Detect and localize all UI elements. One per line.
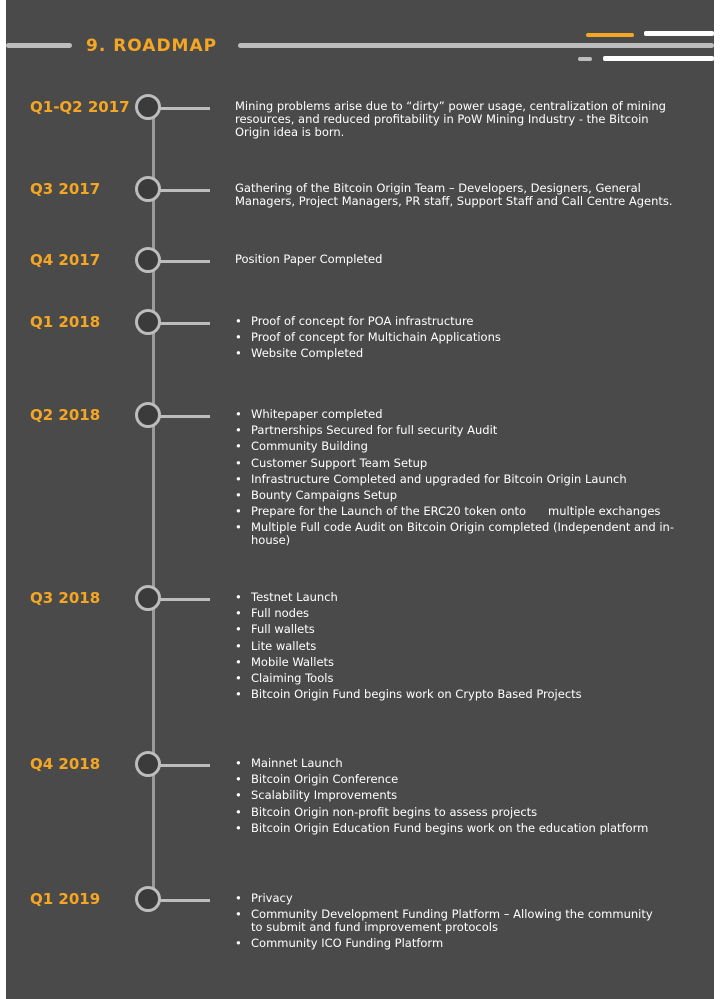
list-item: • Scalability Improvements <box>235 789 705 802</box>
list-item: • Proof of concept for POA infrastructure <box>235 315 705 328</box>
list-item: • Customer Support Team Setup <box>235 457 705 470</box>
roadmap-page <box>6 0 714 999</box>
timeline-connector <box>160 598 210 601</box>
list-item: • Community Development Funding Platform – Allowing the community to submit and fund improvement protocols <box>235 908 655 934</box>
timeline-connector <box>160 415 210 418</box>
list-item: • Multiple Full code Audit on Bitcoin Origin completed (Independent and in-house) <box>235 521 705 547</box>
list-item: • Privacy <box>235 892 655 905</box>
timeline-node <box>135 309 161 335</box>
header-rule-left <box>6 43 72 48</box>
quarter-label: Q4 2017 <box>30 251 101 269</box>
list-item: • Full nodes <box>235 607 705 620</box>
list-item: • Infrastructure Completed and upgraded for Bitcoin Origin Launch <box>235 473 705 486</box>
list-item: • Full wallets <box>235 623 705 636</box>
quarter-label: Q3 2017 <box>30 180 101 198</box>
list-item: • Partnerships Secured for full security Audit <box>235 424 705 437</box>
list-item: • Mainnet Launch <box>235 757 705 770</box>
timeline-node <box>135 94 161 120</box>
timeline-spine <box>152 108 155 898</box>
timeline-connector <box>160 899 210 902</box>
timeline-node <box>135 886 161 912</box>
list-item: • Bitcoin Origin non-profit begins to assess projects <box>235 806 705 819</box>
accent-bar-white-bottom <box>603 56 714 61</box>
milestone-item-list <box>235 315 705 364</box>
milestone-description: Position Paper Completed <box>235 252 383 266</box>
list-item: • Bitcoin Origin Education Fund begins work on the education platform <box>235 822 705 835</box>
section-title: 9. ROADMAP <box>86 36 218 56</box>
milestone-description: Gathering of the Bitcoin Origin Team – Developers, Designers, General Managers, Project Managers, PR staff, Support Staff and Call Centre Agents. <box>235 181 673 208</box>
quarter-label: Q2 2018 <box>30 406 101 424</box>
list-item: • Bitcoin Origin Fund begins work on Crypto Based Projects <box>235 688 705 701</box>
quarter-label: Q3 2018 <box>30 589 101 607</box>
quarter-label: Q1 2019 <box>30 890 101 908</box>
header-rule-right <box>238 43 714 48</box>
timeline-node <box>135 176 161 202</box>
milestone-item-list <box>235 591 705 704</box>
list-item: • Mobile Wallets <box>235 656 705 669</box>
accent-bar-white-top <box>644 31 714 36</box>
milestone-item-list <box>235 408 705 551</box>
milestone-description: Mining problems arise due to “dirty” power usage, centralization of mining resources, and reduced profitability in PoW Mining Industry - the Bitcoin Origin idea is born. <box>235 99 666 139</box>
list-item: • Prepare for the Launch of the ERC20 token onto multiple exchanges <box>235 505 705 518</box>
milestone-item-list <box>235 757 705 838</box>
list-item: • Bitcoin Origin Conference <box>235 773 705 786</box>
list-item: • Community ICO Funding Platform <box>235 937 655 950</box>
timeline-connector <box>160 322 210 325</box>
list-item: • Lite wallets <box>235 640 705 653</box>
list-item: • Community Building <box>235 440 705 453</box>
timeline-node <box>135 402 161 428</box>
timeline-connector <box>160 764 210 767</box>
quarter-label: Q1-Q2 2017 <box>30 98 130 116</box>
timeline-connector <box>160 260 210 263</box>
timeline-connector <box>160 107 210 110</box>
timeline-node <box>135 751 161 777</box>
milestone-item-list <box>235 892 655 954</box>
quarter-label: Q1 2018 <box>30 313 101 331</box>
timeline-node <box>135 585 161 611</box>
list-item: • Claiming Tools <box>235 672 705 685</box>
list-item: • Whitepaper completed <box>235 408 705 421</box>
list-item: • Proof of concept for Multichain Applications <box>235 331 705 344</box>
list-item: • Testnet Launch <box>235 591 705 604</box>
timeline-node <box>135 247 161 273</box>
timeline-connector <box>160 189 210 192</box>
list-item: • Bounty Campaigns Setup <box>235 489 705 502</box>
accent-bar-orange <box>586 33 634 37</box>
list-item: • Website Completed <box>235 347 705 360</box>
quarter-label: Q4 2018 <box>30 755 101 773</box>
accent-bar-gray <box>578 57 592 61</box>
